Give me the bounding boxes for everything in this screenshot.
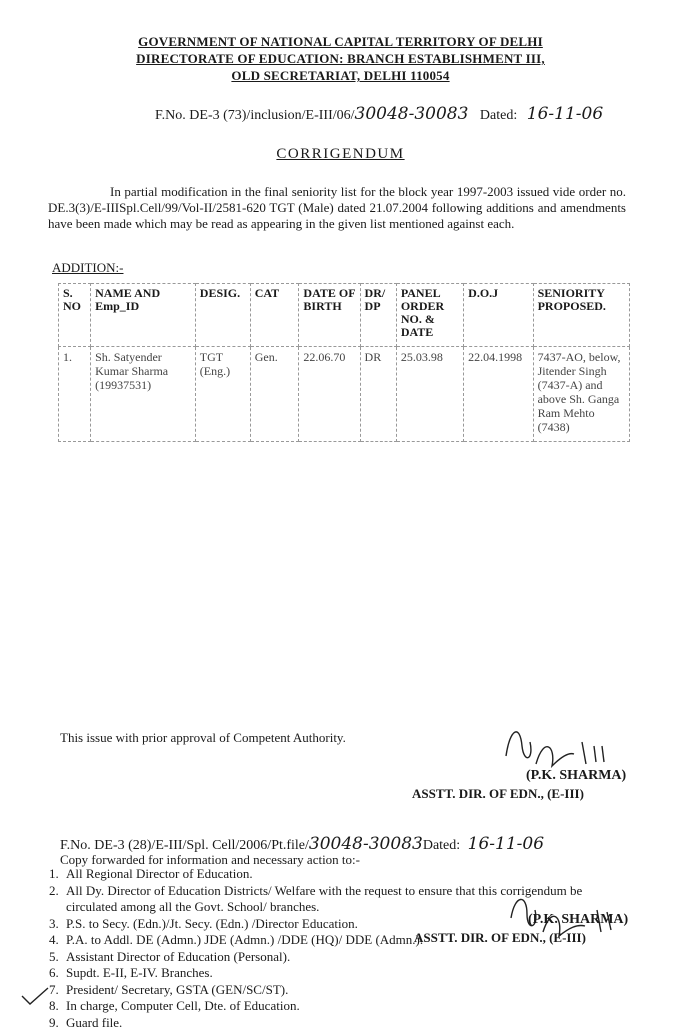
list-item: 8. In charge, Computer Cell, Dte. of Education. — [62, 998, 602, 1015]
signatory-designation: ASSTT. DIR. OF EDN., (E-III) — [412, 786, 584, 802]
table-cell: Sh. Satyender Kumar Sharma (19937531) — [91, 347, 196, 442]
body-paragraph: In partial modification in the final seniority list for the block year 1997-2003 issued vide order no. DE.3(3)/E-IIISpl.Cell/99/Vol-II/2581-620 TGT (Male) dated 21.07.2004 following additions and amendments have been made which may be read as appearing in the given list mentioned against each. — [48, 184, 626, 232]
file-reference-dated-label: Dated: — [480, 108, 517, 123]
column-header: DATE OF BIRTH — [299, 284, 360, 347]
file-reference-2-prefix: F.No. DE-3 (28)/E-III/Spl. Cell/2006/Pt.file/ — [60, 838, 309, 853]
file-reference-2-date: 16-11-06 — [468, 834, 544, 854]
table-header-row — [59, 284, 630, 347]
column-header: D.O.J — [464, 284, 533, 347]
list-item: 5. Assistant Director of Education (Personal). — [62, 949, 602, 966]
copy-forwarded-line: Copy forwarded for information and necessary action to:- — [60, 852, 360, 868]
signatory-name-2: (P.K. SHARMA) — [528, 912, 628, 928]
table-cell: 22.06.70 — [299, 347, 360, 442]
list-item: 4. P.A. to Addl. DE (Admn.) JDE (Admn.) /DDE (HQ)/ DDE (Admn.). — [62, 932, 602, 949]
table-cell: DR — [360, 347, 396, 442]
header-line-1: GOVERNMENT OF NATIONAL CAPITAL TERRITORY OF DELHI — [0, 34, 681, 50]
table-cell: 22.04.1998 — [464, 347, 533, 442]
file-reference — [155, 104, 603, 124]
column-header: DESIG. — [195, 284, 250, 347]
column-header: PANEL ORDER NO. & DATE — [396, 284, 463, 347]
column-header: NAME AND Emp_ID — [91, 284, 196, 347]
table-cell: 1. — [59, 347, 91, 442]
table-cell: TGT (Eng.) — [195, 347, 250, 442]
list-item: 7. President/ Secretary, GSTA (GEN/SC/ST). — [62, 982, 602, 999]
signatory-designation-2: ASSTT. DIR. OF EDN., (E-III) — [414, 930, 586, 946]
file-reference-number: 30048-30083 — [355, 104, 469, 124]
addition-label: ADDITION:- — [52, 260, 123, 276]
table-cell: 7437-AO, below, Jitender Singh (7437-A) and above Sh. Ganga Ram Mehto (7438) — [533, 347, 629, 442]
approval-note: This issue with prior approval of Competent Authority. — [60, 730, 346, 746]
table-cell: Gen. — [250, 347, 299, 442]
file-reference-2 — [60, 834, 544, 854]
column-header: S. NO — [59, 284, 91, 347]
header-line-2: DIRECTORATE OF EDUCATION: BRANCH ESTABLISHMENT III, — [0, 51, 681, 67]
column-header: CAT — [250, 284, 299, 347]
document-title: CORRIGENDUM — [0, 146, 681, 163]
seniority-table — [58, 283, 630, 442]
file-reference-prefix: F.No. DE-3 (73)/inclusion/E-III/06/ — [155, 108, 355, 123]
table-row — [59, 347, 630, 442]
tick-mark-icon — [20, 986, 50, 1006]
header-line-3: OLD SECRETARIAT, DELHI 110054 — [0, 68, 681, 84]
signatory-name: (P.K. SHARMA) — [526, 768, 626, 784]
list-item: 3. P.S. to Secy. (Edn.)/Jt. Secy. (Edn.) /Director Education. — [62, 916, 602, 933]
list-item: 9. Guard file. — [62, 1015, 602, 1031]
file-reference-2-dated-label: Dated: — [423, 838, 460, 853]
column-header: SENIORITY PROPOSED. — [533, 284, 629, 347]
column-header: DR/ DP — [360, 284, 396, 347]
list-item: 2. All Dy. Director of Education Districts/ Welfare with the request to ensure that this corrigendum be circulated among all the Govt. School/ branches. — [62, 883, 602, 916]
list-item: 1. All Regional Director of Education. — [62, 866, 602, 883]
file-reference-2-number: 30048-30083 — [309, 834, 423, 854]
table-cell: 25.03.98 — [396, 347, 463, 442]
signature-mark — [500, 716, 620, 774]
file-reference-date: 16-11-06 — [527, 104, 603, 124]
list-item: 6. Supdt. E-II, E-IV. Branches. — [62, 965, 602, 982]
